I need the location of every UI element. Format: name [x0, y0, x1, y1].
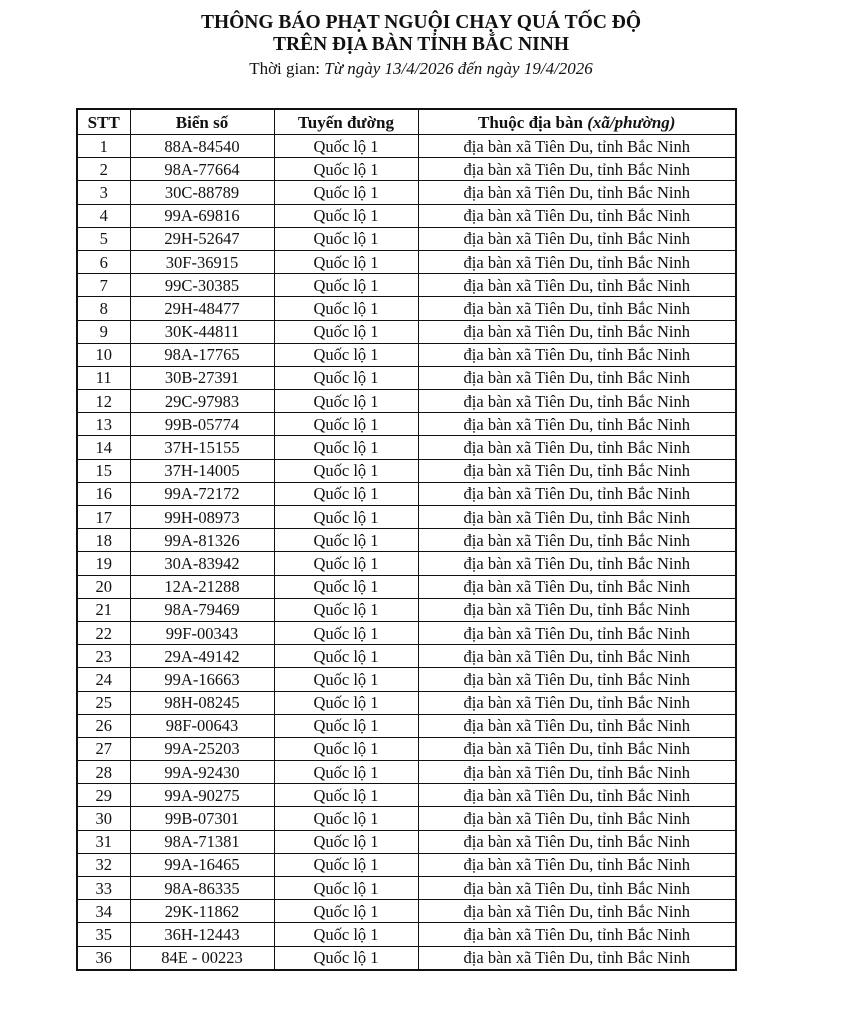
cell-plate: 99A-92430 — [130, 761, 274, 784]
table-row — [77, 714, 736, 737]
table-row — [77, 668, 736, 691]
table-row — [77, 830, 736, 853]
cell-stt: 11 — [77, 366, 130, 389]
cell-stt: 3 — [77, 181, 130, 204]
table-row — [77, 343, 736, 366]
cell-plate: 99A-72172 — [130, 482, 274, 505]
cell-area: địa bàn xã Tiên Du, tỉnh Bắc Ninh — [418, 274, 736, 297]
cell-stt: 26 — [77, 714, 130, 737]
cell-route: Quốc lộ 1 — [274, 181, 418, 204]
cell-route: Quốc lộ 1 — [274, 320, 418, 343]
cell-route: Quốc lộ 1 — [274, 390, 418, 413]
cell-stt: 2 — [77, 158, 130, 181]
cell-plate: 30K-44811 — [130, 320, 274, 343]
table-row — [77, 737, 736, 760]
cell-stt: 33 — [77, 877, 130, 900]
cell-area: địa bàn xã Tiên Du, tỉnh Bắc Ninh — [418, 621, 736, 644]
cell-plate: 99A-81326 — [130, 529, 274, 552]
document-header — [0, 12, 842, 81]
cell-route: Quốc lộ 1 — [274, 900, 418, 923]
cell-area: địa bàn xã Tiên Du, tỉnh Bắc Ninh — [418, 598, 736, 621]
cell-plate: 29H-52647 — [130, 227, 274, 250]
cell-plate: 30A-83942 — [130, 552, 274, 575]
cell-plate: 37H-15155 — [130, 436, 274, 459]
cell-plate: 30C-88789 — [130, 181, 274, 204]
table-row — [77, 482, 736, 505]
cell-area: địa bàn xã Tiên Du, tỉnh Bắc Ninh — [418, 668, 736, 691]
cell-route: Quốc lộ 1 — [274, 714, 418, 737]
column-header-area-main: Thuộc địa bàn — [478, 112, 588, 132]
cell-route: Quốc lộ 1 — [274, 668, 418, 691]
cell-plate: 98A-71381 — [130, 830, 274, 853]
cell-area: địa bàn xã Tiên Du, tỉnh Bắc Ninh — [418, 552, 736, 575]
cell-stt: 14 — [77, 436, 130, 459]
cell-stt: 6 — [77, 250, 130, 273]
cell-stt: 1 — [77, 135, 130, 158]
column-header-plate: Biển số — [130, 109, 274, 135]
cell-route: Quốc lộ 1 — [274, 923, 418, 946]
cell-route: Quốc lộ 1 — [274, 830, 418, 853]
cell-plate: 29C-97983 — [130, 390, 274, 413]
cell-plate: 99A-16663 — [130, 668, 274, 691]
cell-stt: 12 — [77, 390, 130, 413]
cell-stt: 30 — [77, 807, 130, 830]
cell-route: Quốc lộ 1 — [274, 482, 418, 505]
table-row — [77, 135, 736, 158]
table-row — [77, 390, 736, 413]
cell-area: địa bàn xã Tiên Du, tỉnh Bắc Ninh — [418, 714, 736, 737]
cell-stt: 9 — [77, 320, 130, 343]
cell-route: Quốc lộ 1 — [274, 621, 418, 644]
cell-plate: 99A-25203 — [130, 737, 274, 760]
document-title-line1: THÔNG BÁO PHẠT NGUỘI CHẠY QUÁ TỐC ĐỘ — [200, 12, 642, 33]
table-row — [77, 621, 736, 644]
cell-area: địa bàn xã Tiên Du, tỉnh Bắc Ninh — [418, 135, 736, 158]
document-title-line2: TRÊN ĐỊA BÀN TỈNH BẮC NINH — [273, 34, 569, 55]
cell-stt: 17 — [77, 506, 130, 529]
cell-plate: 99A-90275 — [130, 784, 274, 807]
cell-plate: 30F-36915 — [130, 250, 274, 273]
table-row — [77, 227, 736, 250]
column-header-area-hint: (xã/phường) — [587, 112, 676, 132]
cell-area: địa bàn xã Tiên Du, tỉnh Bắc Ninh — [418, 853, 736, 876]
cell-stt: 31 — [77, 830, 130, 853]
table-row — [77, 645, 736, 668]
cell-area: địa bàn xã Tiên Du, tỉnh Bắc Ninh — [418, 366, 736, 389]
cell-plate: 29K-11862 — [130, 900, 274, 923]
cell-area: địa bàn xã Tiên Du, tỉnh Bắc Ninh — [418, 946, 736, 970]
table-row — [77, 923, 736, 946]
cell-plate: 99C-30385 — [130, 274, 274, 297]
table-row — [77, 413, 736, 436]
cell-route: Quốc lộ 1 — [274, 250, 418, 273]
cell-stt: 35 — [77, 923, 130, 946]
cell-route: Quốc lộ 1 — [274, 135, 418, 158]
cell-route: Quốc lộ 1 — [274, 297, 418, 320]
cell-area: địa bàn xã Tiên Du, tỉnh Bắc Ninh — [418, 297, 736, 320]
cell-route: Quốc lộ 1 — [274, 274, 418, 297]
cell-route: Quốc lộ 1 — [274, 552, 418, 575]
table-row — [77, 181, 736, 204]
cell-stt: 8 — [77, 297, 130, 320]
cell-area: địa bàn xã Tiên Du, tỉnh Bắc Ninh — [418, 343, 736, 366]
cell-area: địa bàn xã Tiên Du, tỉnh Bắc Ninh — [418, 227, 736, 250]
cell-area: địa bàn xã Tiên Du, tỉnh Bắc Ninh — [418, 807, 736, 830]
cell-plate: 98A-79469 — [130, 598, 274, 621]
cell-route: Quốc lộ 1 — [274, 227, 418, 250]
time-period: Từ ngày 13/4/2026 đến ngày 19/4/2026 — [324, 59, 593, 78]
cell-area: địa bàn xã Tiên Du, tỉnh Bắc Ninh — [418, 784, 736, 807]
cell-area: địa bàn xã Tiên Du, tỉnh Bắc Ninh — [418, 250, 736, 273]
time-range — [0, 57, 842, 81]
cell-stt: 18 — [77, 529, 130, 552]
cell-plate: 99H-08973 — [130, 506, 274, 529]
cell-stt: 28 — [77, 761, 130, 784]
cell-plate: 99A-69816 — [130, 204, 274, 227]
cell-route: Quốc lộ 1 — [274, 737, 418, 760]
cell-plate: 36H-12443 — [130, 923, 274, 946]
cell-stt: 29 — [77, 784, 130, 807]
cell-stt: 19 — [77, 552, 130, 575]
cell-route: Quốc lộ 1 — [274, 877, 418, 900]
cell-route: Quốc lộ 1 — [274, 204, 418, 227]
cell-plate: 29A-49142 — [130, 645, 274, 668]
column-header-area — [418, 109, 736, 135]
cell-stt: 32 — [77, 853, 130, 876]
table-row — [77, 900, 736, 923]
cell-route: Quốc lộ 1 — [274, 598, 418, 621]
cell-stt: 21 — [77, 598, 130, 621]
cell-route: Quốc lộ 1 — [274, 807, 418, 830]
cell-stt: 20 — [77, 575, 130, 598]
table-row — [77, 784, 736, 807]
time-label: Thời gian: — [249, 59, 325, 78]
cell-route: Quốc lộ 1 — [274, 343, 418, 366]
cell-route: Quốc lộ 1 — [274, 853, 418, 876]
cell-plate: 98A-17765 — [130, 343, 274, 366]
cell-area: địa bàn xã Tiên Du, tỉnh Bắc Ninh — [418, 691, 736, 714]
table-row — [77, 274, 736, 297]
cell-area: địa bàn xã Tiên Du, tỉnh Bắc Ninh — [418, 158, 736, 181]
column-header-stt: STT — [77, 109, 130, 135]
cell-plate: 12A-21288 — [130, 575, 274, 598]
cell-route: Quốc lộ 1 — [274, 529, 418, 552]
cell-stt: 27 — [77, 737, 130, 760]
cell-plate: 37H-14005 — [130, 459, 274, 482]
table-row — [77, 158, 736, 181]
table-row — [77, 459, 736, 482]
cell-stt: 36 — [77, 946, 130, 970]
cell-route: Quốc lộ 1 — [274, 158, 418, 181]
cell-plate: 29H-48477 — [130, 297, 274, 320]
table-header-row — [77, 109, 736, 135]
cell-plate: 99F-00343 — [130, 621, 274, 644]
table-row — [77, 436, 736, 459]
cell-plate: 99A-16465 — [130, 853, 274, 876]
table-row — [77, 204, 736, 227]
table-row — [77, 506, 736, 529]
cell-area: địa bàn xã Tiên Du, tỉnh Bắc Ninh — [418, 737, 736, 760]
table-row — [77, 807, 736, 830]
cell-plate: 99B-07301 — [130, 807, 274, 830]
cell-area: địa bàn xã Tiên Du, tỉnh Bắc Ninh — [418, 529, 736, 552]
table-row — [77, 552, 736, 575]
cell-stt: 16 — [77, 482, 130, 505]
cell-stt: 34 — [77, 900, 130, 923]
cell-stt: 13 — [77, 413, 130, 436]
column-header-route: Tuyến đường — [274, 109, 418, 135]
cell-stt: 22 — [77, 621, 130, 644]
cell-stt: 24 — [77, 668, 130, 691]
cell-stt: 5 — [77, 227, 130, 250]
cell-stt: 4 — [77, 204, 130, 227]
cell-route: Quốc lộ 1 — [274, 506, 418, 529]
table-row — [77, 250, 736, 273]
cell-plate: 88A-84540 — [130, 135, 274, 158]
cell-area: địa bàn xã Tiên Du, tỉnh Bắc Ninh — [418, 390, 736, 413]
cell-stt: 10 — [77, 343, 130, 366]
cell-area: địa bàn xã Tiên Du, tỉnh Bắc Ninh — [418, 923, 736, 946]
table-body — [77, 135, 736, 970]
table-row — [77, 320, 736, 343]
cell-plate: 30B-27391 — [130, 366, 274, 389]
cell-route: Quốc lộ 1 — [274, 366, 418, 389]
cell-area: địa bàn xã Tiên Du, tỉnh Bắc Ninh — [418, 459, 736, 482]
cell-area: địa bàn xã Tiên Du, tỉnh Bắc Ninh — [418, 181, 736, 204]
table-row — [77, 853, 736, 876]
cell-area: địa bàn xã Tiên Du, tỉnh Bắc Ninh — [418, 830, 736, 853]
cell-route: Quốc lộ 1 — [274, 761, 418, 784]
cell-area: địa bàn xã Tiên Du, tỉnh Bắc Ninh — [418, 645, 736, 668]
cell-area: địa bàn xã Tiên Du, tỉnh Bắc Ninh — [418, 761, 736, 784]
cell-route: Quốc lộ 1 — [274, 691, 418, 714]
cell-area: địa bàn xã Tiên Du, tỉnh Bắc Ninh — [418, 482, 736, 505]
cell-area: địa bàn xã Tiên Du, tỉnh Bắc Ninh — [418, 900, 736, 923]
cell-area: địa bàn xã Tiên Du, tỉnh Bắc Ninh — [418, 506, 736, 529]
cell-stt: 25 — [77, 691, 130, 714]
cell-area: địa bàn xã Tiên Du, tỉnh Bắc Ninh — [418, 877, 736, 900]
cell-stt: 7 — [77, 274, 130, 297]
violations-table — [76, 108, 737, 971]
cell-stt: 15 — [77, 459, 130, 482]
cell-plate: 98H-08245 — [130, 691, 274, 714]
table-row — [77, 529, 736, 552]
cell-route: Quốc lộ 1 — [274, 784, 418, 807]
table-row — [77, 691, 736, 714]
table-row — [77, 366, 736, 389]
cell-route: Quốc lộ 1 — [274, 413, 418, 436]
cell-area: địa bàn xã Tiên Du, tỉnh Bắc Ninh — [418, 575, 736, 598]
table-row — [77, 575, 736, 598]
cell-route: Quốc lộ 1 — [274, 459, 418, 482]
cell-route: Quốc lộ 1 — [274, 436, 418, 459]
cell-stt: 23 — [77, 645, 130, 668]
cell-plate: 98A-77664 — [130, 158, 274, 181]
cell-area: địa bàn xã Tiên Du, tỉnh Bắc Ninh — [418, 413, 736, 436]
table-row — [77, 761, 736, 784]
table-row — [77, 598, 736, 621]
cell-area: địa bàn xã Tiên Du, tỉnh Bắc Ninh — [418, 204, 736, 227]
cell-route: Quốc lộ 1 — [274, 645, 418, 668]
cell-plate: 84E - 00223 — [130, 946, 274, 970]
cell-plate: 99B-05774 — [130, 413, 274, 436]
table-row — [77, 297, 736, 320]
cell-area: địa bàn xã Tiên Du, tỉnh Bắc Ninh — [418, 436, 736, 459]
cell-area: địa bàn xã Tiên Du, tỉnh Bắc Ninh — [418, 320, 736, 343]
cell-plate: 98F-00643 — [130, 714, 274, 737]
cell-plate: 98A-86335 — [130, 877, 274, 900]
cell-route: Quốc lộ 1 — [274, 575, 418, 598]
table-row — [77, 877, 736, 900]
cell-route: Quốc lộ 1 — [274, 946, 418, 970]
table-row — [77, 946, 736, 970]
